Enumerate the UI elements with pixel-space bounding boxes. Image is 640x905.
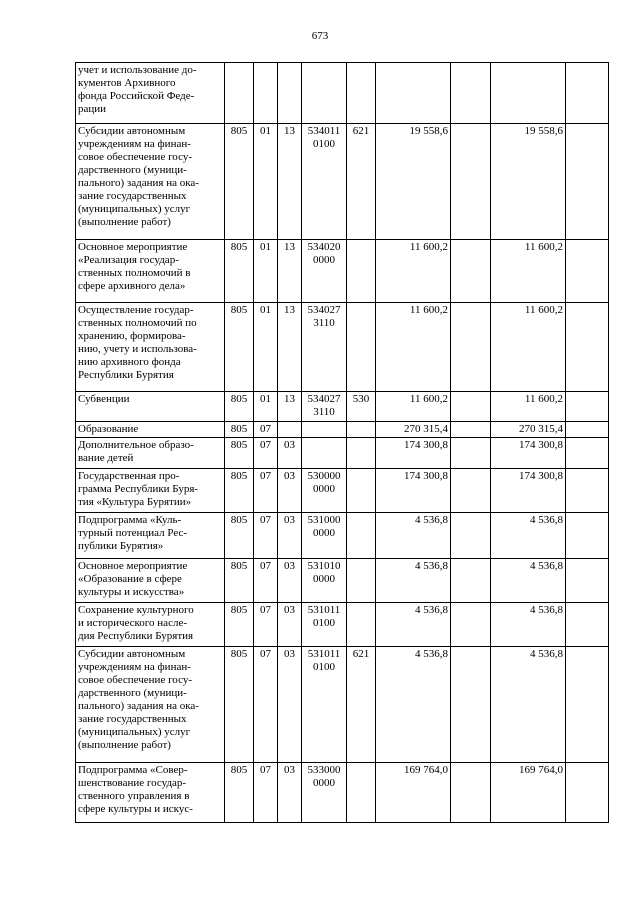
- target-article-cell: [302, 438, 347, 469]
- extra-column-cell: [566, 603, 609, 647]
- expense-type-cell: [347, 559, 376, 603]
- total-amount-cell: 11 600,2: [491, 240, 566, 303]
- target-article-cell: [302, 422, 347, 438]
- target-article-code-part2: 0000: [313, 254, 335, 266]
- section-code-cell: 01: [254, 303, 278, 392]
- target-article-cell: [302, 559, 347, 603]
- extra-amount-cell: [451, 513, 491, 559]
- ministry-code-cell: 805: [225, 422, 254, 438]
- subsection-code-cell: 03: [278, 603, 302, 647]
- target-article-code-part2: 0100: [313, 661, 335, 673]
- ministry-code-cell: 805: [225, 647, 254, 763]
- target-article-cell: [302, 603, 347, 647]
- section-code-cell: 07: [254, 559, 278, 603]
- extra-column-cell: [566, 763, 609, 823]
- extra-amount-cell: [451, 422, 491, 438]
- row-name-cell: Дополнительное образо- вание детей: [76, 438, 225, 469]
- budget-table: [75, 62, 609, 823]
- section-code-cell: 07: [254, 438, 278, 469]
- expense-type-cell: [347, 603, 376, 647]
- total-amount-cell: 4 536,8: [491, 647, 566, 763]
- extra-amount-cell: [451, 63, 491, 124]
- ministry-code-cell: 805: [225, 559, 254, 603]
- amount-cell: 11 600,2: [376, 392, 451, 422]
- target-article-code-part1: 534011: [307, 125, 341, 137]
- target-article-code-part2: 0100: [313, 138, 335, 150]
- total-amount-cell: 174 300,8: [491, 469, 566, 513]
- amount-cell: 174 300,8: [376, 469, 451, 513]
- extra-column-cell: [566, 124, 609, 240]
- table-row: [76, 392, 609, 422]
- ministry-code-cell: 805: [225, 763, 254, 823]
- extra-amount-cell: [451, 303, 491, 392]
- target-article-cell: [302, 513, 347, 559]
- expense-type-cell: [347, 763, 376, 823]
- extra-amount-cell: [451, 240, 491, 303]
- section-code-cell: 07: [254, 513, 278, 559]
- table-row: [76, 124, 609, 240]
- target-article-cell: [302, 647, 347, 763]
- row-name-cell: Подпрограмма «Совер- шенствование государ- ственного управления в сфере культуры и искус-: [76, 763, 225, 823]
- subsection-code-cell: 03: [278, 763, 302, 823]
- expense-type-cell: [347, 422, 376, 438]
- section-code-cell: [254, 63, 278, 124]
- extra-column-cell: [566, 240, 609, 303]
- extra-amount-cell: [451, 647, 491, 763]
- extra-column-cell: [566, 469, 609, 513]
- ministry-code-cell: [225, 63, 254, 124]
- extra-column-cell: [566, 63, 609, 124]
- subsection-code-cell: 03: [278, 647, 302, 763]
- ministry-code-cell: 805: [225, 469, 254, 513]
- table-row: [76, 63, 609, 124]
- total-amount-cell: 11 600,2: [491, 392, 566, 422]
- table-row: [76, 647, 609, 763]
- ministry-code-cell: 805: [225, 124, 254, 240]
- extra-amount-cell: [451, 469, 491, 513]
- extra-column-cell: [566, 422, 609, 438]
- amount-cell: 19 558,6: [376, 124, 451, 240]
- amount-cell: 4 536,8: [376, 559, 451, 603]
- subsection-code-cell: 03: [278, 469, 302, 513]
- ministry-code-cell: 805: [225, 513, 254, 559]
- target-article-cell: [302, 63, 347, 124]
- target-article-code-part1: 533000: [307, 764, 341, 776]
- table-row: [76, 240, 609, 303]
- subsection-code-cell: 03: [278, 513, 302, 559]
- expense-type-cell: [347, 513, 376, 559]
- ministry-code-cell: 805: [225, 438, 254, 469]
- target-article-cell: [302, 469, 347, 513]
- amount-cell: 11 600,2: [376, 240, 451, 303]
- row-name-cell: Образование: [76, 422, 225, 438]
- table-row: [76, 763, 609, 823]
- target-article-code-part1: 531000: [307, 514, 341, 526]
- extra-amount-cell: [451, 763, 491, 823]
- target-article-cell: [302, 240, 347, 303]
- amount-cell: 270 315,4: [376, 422, 451, 438]
- table-body: [76, 63, 609, 823]
- amount-cell: [376, 63, 451, 124]
- ministry-code-cell: 805: [225, 603, 254, 647]
- section-code-cell: 01: [254, 240, 278, 303]
- target-article-cell: [302, 303, 347, 392]
- extra-amount-cell: [451, 559, 491, 603]
- table-row: [76, 438, 609, 469]
- row-name-cell: Подпрограмма «Куль- турный потенциал Рес- публики Бурятия»: [76, 513, 225, 559]
- amount-cell: 4 536,8: [376, 647, 451, 763]
- table-row: [76, 513, 609, 559]
- table-row: [76, 469, 609, 513]
- extra-column-cell: [566, 438, 609, 469]
- subsection-code-cell: 13: [278, 240, 302, 303]
- subsection-code-cell: 13: [278, 124, 302, 240]
- total-amount-cell: [491, 63, 566, 124]
- total-amount-cell: 169 764,0: [491, 763, 566, 823]
- target-article-code-part2: 3110: [313, 406, 335, 418]
- target-article-code-part1: 531011: [307, 648, 341, 660]
- subsection-code-cell: 13: [278, 303, 302, 392]
- total-amount-cell: 11 600,2: [491, 303, 566, 392]
- extra-amount-cell: [451, 392, 491, 422]
- target-article-code-part2: 0000: [313, 777, 335, 789]
- section-code-cell: 07: [254, 469, 278, 513]
- subsection-code-cell: [278, 422, 302, 438]
- amount-cell: 174 300,8: [376, 438, 451, 469]
- total-amount-cell: 4 536,8: [491, 603, 566, 647]
- target-article-code-part1: 534020: [307, 241, 341, 253]
- section-code-cell: 07: [254, 603, 278, 647]
- extra-column-cell: [566, 559, 609, 603]
- target-article-code-part1: 530000: [307, 470, 341, 482]
- amount-cell: 4 536,8: [376, 513, 451, 559]
- extra-column-cell: [566, 392, 609, 422]
- target-article-code-part2: 3110: [313, 317, 335, 329]
- section-code-cell: 07: [254, 422, 278, 438]
- target-article-code-part2: 0000: [313, 573, 335, 585]
- expense-type-cell: [347, 303, 376, 392]
- row-name-cell: Субсидии автономным учреждениям на финан- совое обеспечение госу- дарственного (муници- пального) задания на ока- зание государственных (муниципальных) услуг (выполнение работ): [76, 647, 225, 763]
- section-code-cell: 07: [254, 647, 278, 763]
- row-name-cell: Государственная про- грамма Республики Буря- тия «Культура Бурятии»: [76, 469, 225, 513]
- expense-type-cell: [347, 438, 376, 469]
- row-name-cell: Субвенции: [76, 392, 225, 422]
- target-article-code-part2: 0100: [313, 617, 335, 629]
- table-row: [76, 603, 609, 647]
- total-amount-cell: 270 315,4: [491, 422, 566, 438]
- total-amount-cell: 174 300,8: [491, 438, 566, 469]
- total-amount-cell: 4 536,8: [491, 513, 566, 559]
- section-code-cell: 01: [254, 124, 278, 240]
- subsection-code-cell: 03: [278, 559, 302, 603]
- extra-column-cell: [566, 513, 609, 559]
- expense-type-cell: 621: [347, 647, 376, 763]
- subsection-code-cell: 13: [278, 392, 302, 422]
- subsection-code-cell: [278, 63, 302, 124]
- target-article-code-part1: 531010: [307, 560, 341, 572]
- target-article-code-part2: 0000: [313, 527, 335, 539]
- expense-type-cell: [347, 63, 376, 124]
- target-article-cell: [302, 124, 347, 240]
- total-amount-cell: 19 558,6: [491, 124, 566, 240]
- expense-type-cell: 621: [347, 124, 376, 240]
- table-row: [76, 559, 609, 603]
- ministry-code-cell: 805: [225, 303, 254, 392]
- amount-cell: 11 600,2: [376, 303, 451, 392]
- target-article-code-part1: 531011: [307, 604, 341, 616]
- page-number: 673: [311, 30, 329, 42]
- table-row: [76, 303, 609, 392]
- row-name-cell: Осуществление государ- ственных полномочий по хранению, формирова- нию, учету и использова- нию архивного фонда Республики Бурятия: [76, 303, 225, 392]
- expense-type-cell: 530: [347, 392, 376, 422]
- row-name-cell: Сохранение культурного и исторического насле- дия Республики Бурятия: [76, 603, 225, 647]
- extra-column-cell: [566, 303, 609, 392]
- row-name-cell: Субсидии автономным учреждениям на финан- совое обеспечение госу- дарственного (муници- пального) задания на ока- зание государственных (муниципальных) услуг (выполнение работ): [76, 124, 225, 240]
- expense-type-cell: [347, 469, 376, 513]
- extra-amount-cell: [451, 438, 491, 469]
- table-row: [76, 422, 609, 438]
- row-name-cell: Основное мероприятие «Образование в сфере культуры и искусства»: [76, 559, 225, 603]
- amount-cell: 169 764,0: [376, 763, 451, 823]
- ministry-code-cell: 805: [225, 240, 254, 303]
- extra-amount-cell: [451, 124, 491, 240]
- row-name-cell: учет и использование до- кументов Архивного фонда Российской Феде- рации: [76, 63, 225, 124]
- ministry-code-cell: 805: [225, 392, 254, 422]
- total-amount-cell: 4 536,8: [491, 559, 566, 603]
- expense-type-cell: [347, 240, 376, 303]
- row-name-cell: Основное мероприятие «Реализация государ- ственных полномочий в сфере архивного дела»: [76, 240, 225, 303]
- section-code-cell: 07: [254, 763, 278, 823]
- target-article-code-part1: 534027: [307, 304, 341, 316]
- target-article-cell: [302, 763, 347, 823]
- target-article-cell: [302, 392, 347, 422]
- amount-cell: 4 536,8: [376, 603, 451, 647]
- extra-amount-cell: [451, 603, 491, 647]
- extra-column-cell: [566, 647, 609, 763]
- subsection-code-cell: 03: [278, 438, 302, 469]
- target-article-code-part2: 0000: [313, 483, 335, 495]
- section-code-cell: 01: [254, 392, 278, 422]
- target-article-code-part1: 534027: [307, 393, 341, 405]
